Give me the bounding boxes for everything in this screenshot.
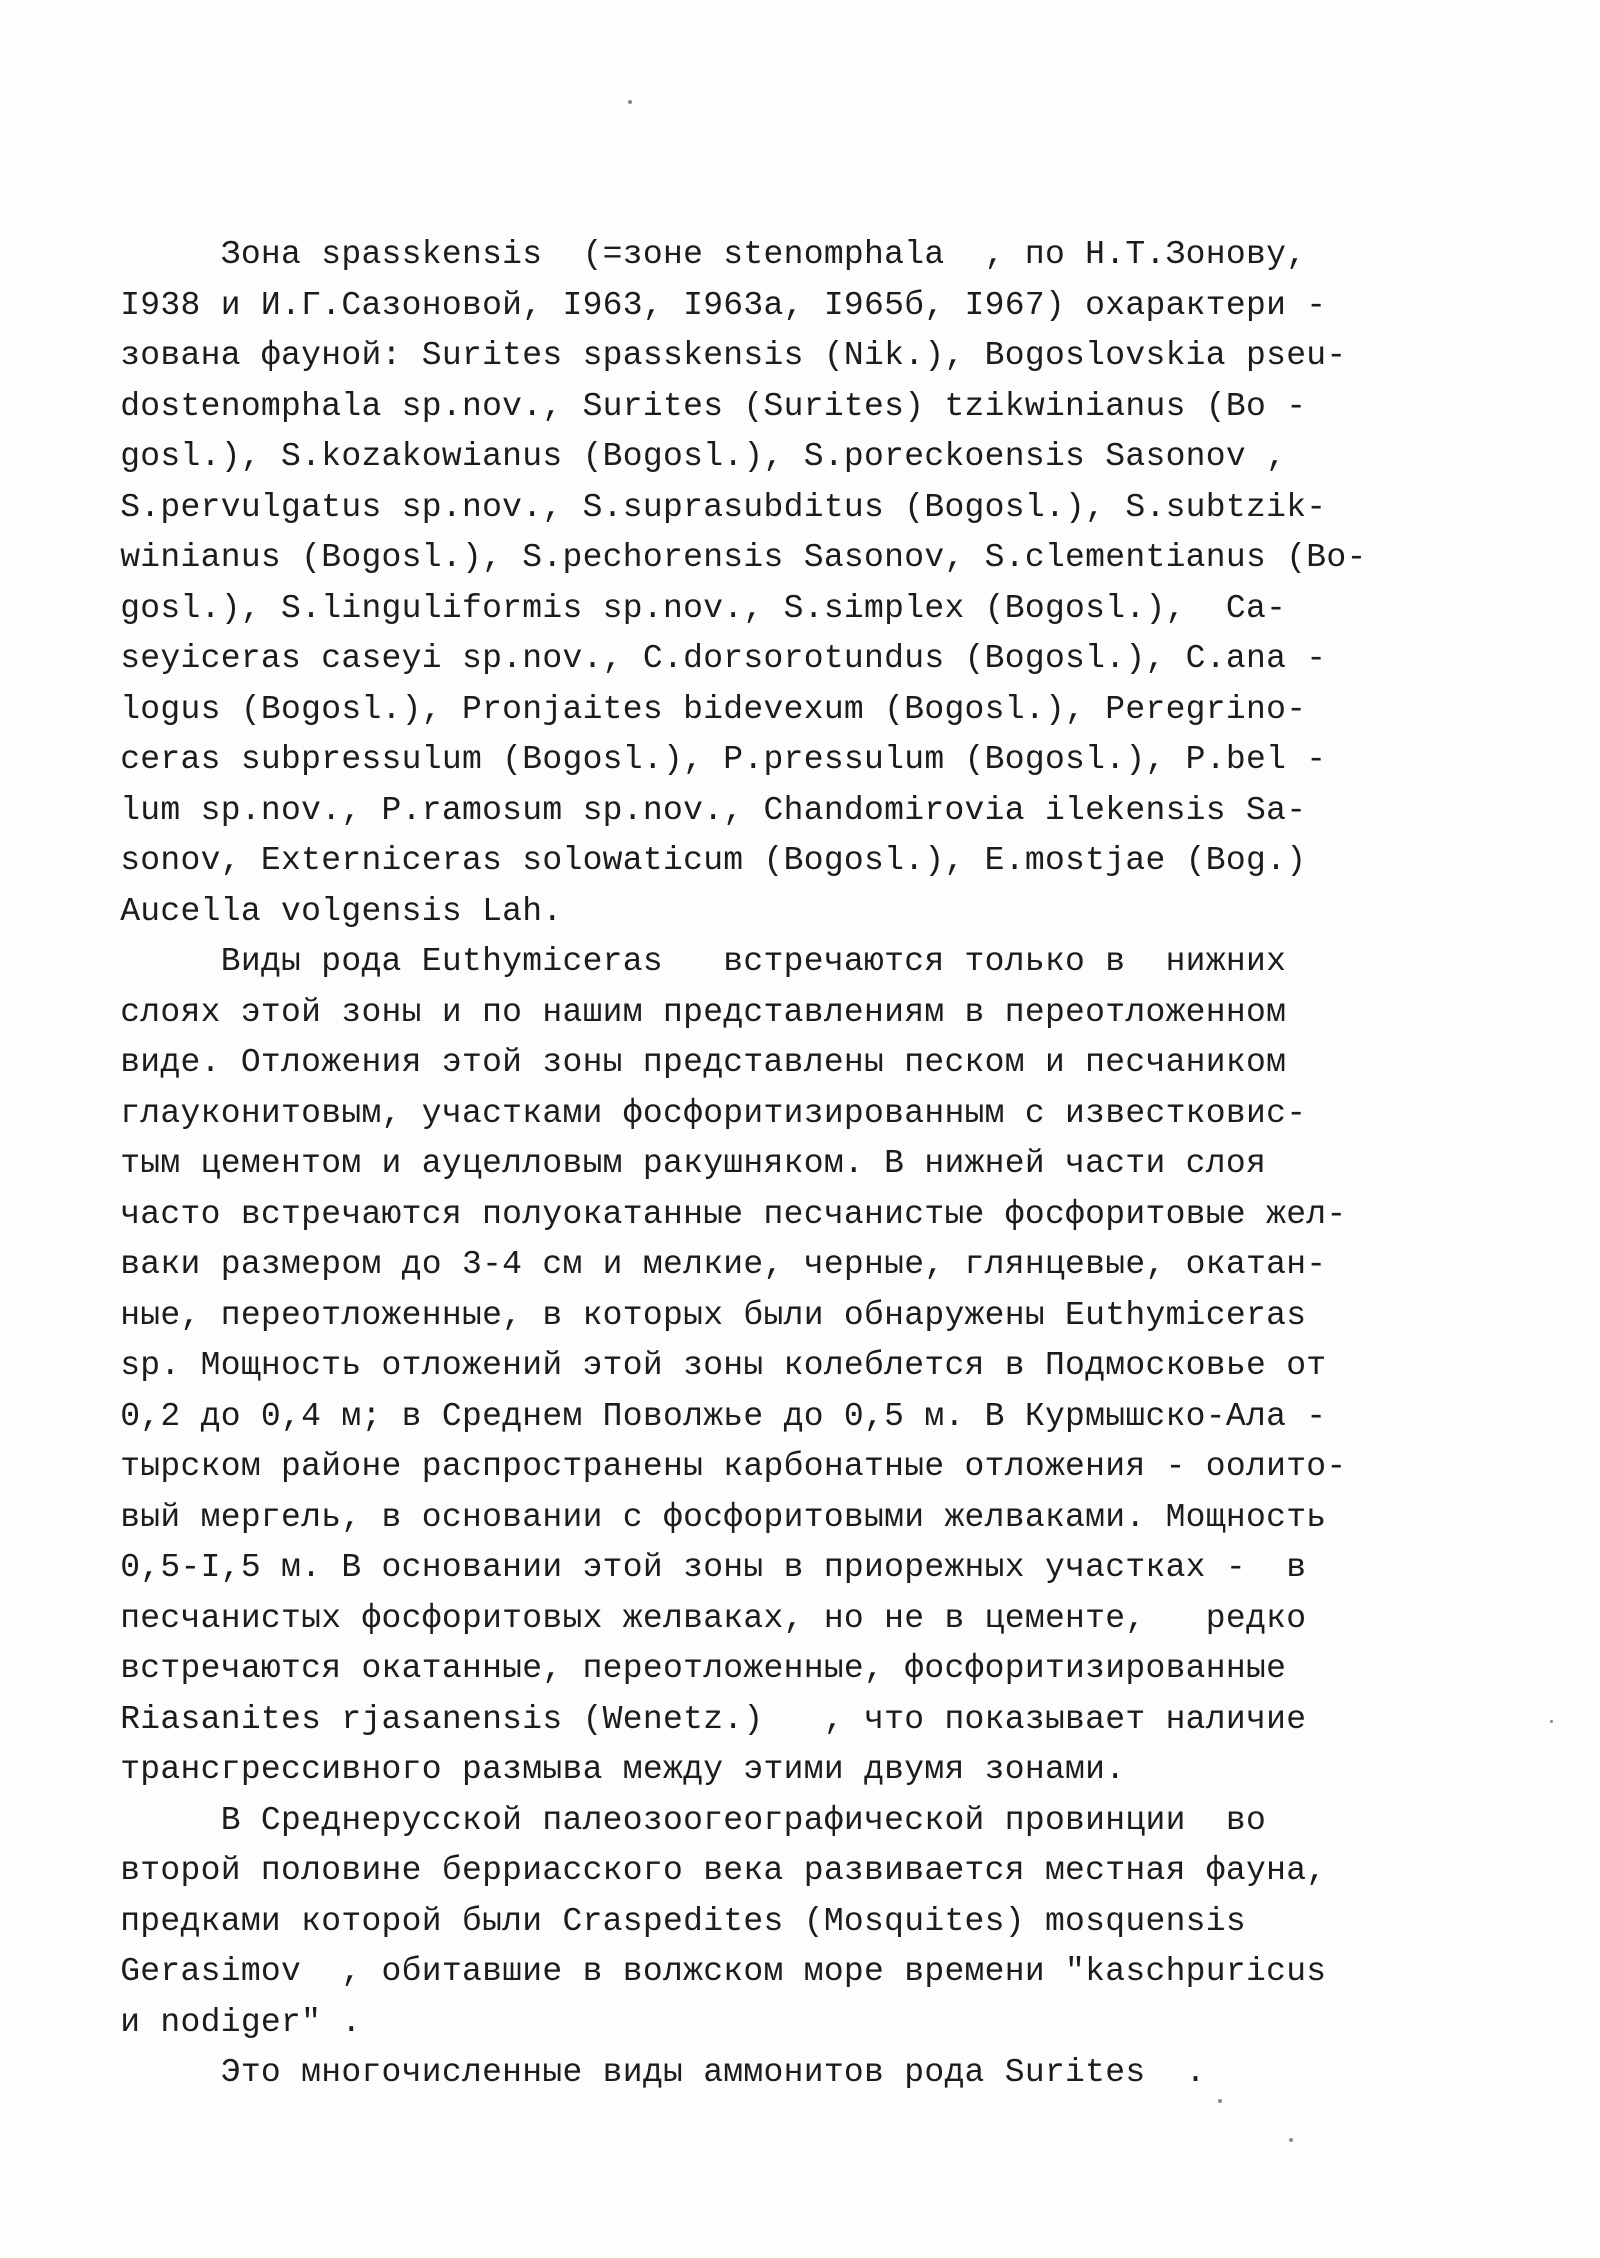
text-line: Aucella volgensis Lah.: [80, 892, 563, 930]
text-line: gosl.), S.kozakowianus (Bogosl.), S.poreckoensis Sasonov ,: [80, 438, 1287, 475]
text-line: зована фауной: Surites spasskensis (Nik.), Bogoslovskia pseu-: [80, 337, 1347, 374]
text-line: Зона spasskensis (=зоне stenomphala , по Н.Т.Зонову,: [80, 236, 1307, 273]
text-line: Это многочисленные виды аммонитов рода Surites .: [80, 2054, 1206, 2091]
text-line: песчанистых фосфоритовых желваках, но не в цементе, редко: [80, 1599, 1307, 1637]
text-line: и nodiger" .: [80, 2003, 362, 2041]
text-line: S.pervulgatus sp.nov., S.suprasubditus (Bogosl.), S.subtzik-: [80, 488, 1327, 526]
text-line: gosl.), S.linguliformis sp.nov., S.simplex (Bogosl.), Ca-: [80, 589, 1287, 627]
text-line: встречаются окатанные, переотложенные, фосфоритизированные: [80, 1650, 1287, 1687]
text-line: тым цементом и ауцелловым ракушняком. В нижней части слоя: [80, 1145, 1267, 1182]
text-line: В Среднерусской палеозоогеографической провинции во: [80, 1801, 1267, 1839]
paper-speck: [1218, 2099, 1222, 2103]
text-line: 0,5-I,5 м. В основании этой зоны в приорежных участках - в: [80, 1549, 1307, 1586]
text-line: вый мергель, в основании с фосфоритовыми желваками. Мощность: [80, 1498, 1327, 1536]
text-line: ные, переотложенные, в которых были обнаружены Euthymiceras: [80, 1296, 1307, 1334]
text-line: sp. Мощность отложений этой зоны колеблется в Подмосковье от: [80, 1347, 1327, 1384]
text-line: seyiceras caseyi sp.nov., C.dorsorotundus (Bogosl.), C.ana -: [80, 640, 1327, 677]
text-line: слоях этой зоны и по нашим представлениям в переотложенном: [80, 993, 1287, 1031]
text-line: часто встречаются полуокатанные песчанистые фосфоритовые жел-: [80, 1195, 1347, 1233]
text-line: тырском районе распространены карбонатные отложения - оолито-: [80, 1448, 1347, 1485]
paper-speck: [628, 100, 632, 104]
text-line: 0,2 до 0,4 м; в Среднем Поволжье до 0,5 м. В Курмышско-Ала -: [80, 1397, 1327, 1435]
text-line: lum sp.nov., P.ramosum sp.nov., Chandomirovia ilekensis Sa-: [80, 791, 1307, 829]
text-line: Riasanites rjasanensis (Wenetz.) , что показывает наличие: [80, 1700, 1307, 1738]
text-line: второй половине берриасского века развивается местная фауна,: [80, 1852, 1327, 1889]
text-line: I938 и И.Г.Сазоновой, I963, I963а, I965б, I967) охарактери -: [80, 286, 1327, 324]
text-line: ceras subpressulum (Bogosl.), P.pressulum (Bogosl.), P.bel -: [80, 741, 1327, 778]
typescript-body: [80, 230, 1380, 2099]
text-line: ваки размером до 3-4 см и мелкие, черные, глянцевые, окатан-: [80, 1246, 1327, 1283]
text-line: dostenomphala sp.nov., Surites (Surites) tzikwinianus (Bo -: [80, 387, 1307, 425]
paper-speck: [1289, 2138, 1293, 2142]
text-line: Виды рода Euthymiceras встречаются только в нижних: [80, 943, 1287, 980]
text-line: виде. Отложения этой зоны представлены песком и песчаником: [80, 1044, 1287, 1081]
paper-speck: [1550, 1720, 1553, 1723]
text-line: winianus (Bogosl.), S.pechorensis Sasonov, S.clementianus (Bo-: [80, 539, 1367, 576]
text-line: logus (Bogosl.), Pronjaites bidevexum (Bogosl.), Peregrino-: [80, 690, 1307, 728]
text-line: глауконитовым, участками фосфоритизированным с известковис-: [80, 1094, 1307, 1132]
text-line: sonov, Externiceras solowaticum (Bogosl.), E.mostjae (Bog.): [80, 842, 1307, 879]
text-line: предками которой были Craspedites (Mosquites) mosquensis: [80, 1902, 1246, 1940]
text-line: трансгрессивного размыва между этими двумя зонами.: [80, 1751, 1126, 1788]
text-line: Gerasimov , обитавшие в волжском море времени "kaschpuricus: [80, 1953, 1327, 1990]
